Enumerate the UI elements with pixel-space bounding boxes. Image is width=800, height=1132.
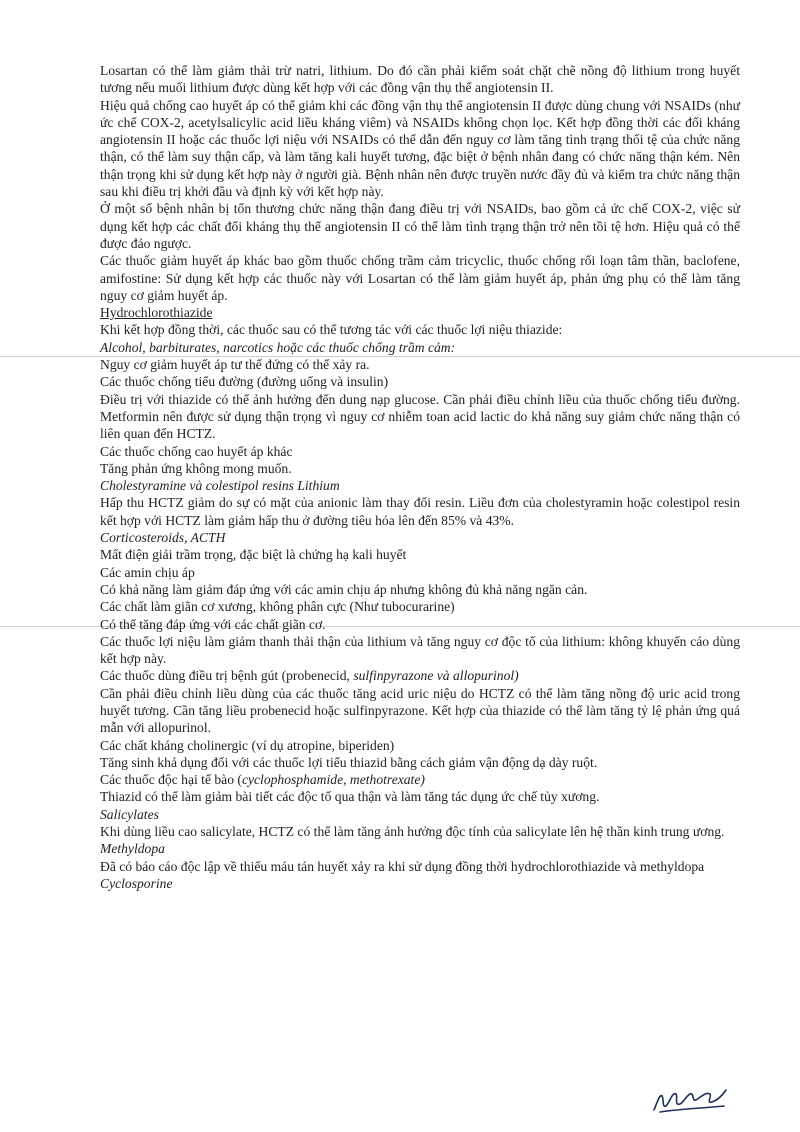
paragraph-adverse: Tăng phản ứng không mong muốn. [100, 460, 292, 476]
subheading-pressor-amines: Các amin chịu áp [100, 564, 195, 580]
subheading-cytotoxic [100, 771, 740, 788]
paragraph-pressor-response: Có khả năng làm giảm đáp ứng với các amin chịu áp nhưng không đủ khả năng ngăn cản. [100, 581, 588, 597]
subheading-corticosteroids: Corticosteroids, ACTH [100, 530, 226, 546]
paragraph-electrolytes: Mất điện giải trầm trọng, đặc biệt là chứng hạ kali huyết [100, 547, 407, 563]
paragraph-lithium: Losartan có thể làm giảm thải trừ natri, lithium. Do đó cần phải kiểm soát chặt chẽ nồng độ lithium trong huyết tương nếu muối lithium được dùng kết hợp với các đồng vận thụ thể angiotensin II. [100, 63, 740, 96]
subheading-alcohol: Alcohol, barbiturates, narcotics hoặc các thuốc chống trầm cảm: [100, 339, 456, 355]
paragraph-other-antihypertensives: Các thuốc giảm huyết áp khác bao gồm thuốc chống trầm cảm tricyclic, thuốc chống rối loạn tâm thần, baclofene, amifostine: Sử dụng kết hợp các thuốc này với Losartan có thể làm giảm huyết áp, phản ứng phụ có thể làm tăng nguy cơ giảm huyết áp. [100, 253, 740, 303]
subheading-resins: Cholestyramine và colestipol resins Lithium [100, 478, 340, 494]
handwritten-initials [650, 1082, 730, 1118]
paragraph-intro: Khi kết hợp đồng thời, các thuốc sau có thể tương tác với các thuốc lợi niệu thiazide: [100, 322, 563, 338]
paragraph-uric-acid: Cần phải điều chỉnh liều dùng của các thuốc tăng acid uric niệu do HCTZ có thể làm tăng nồng độ uric acid trong huyết tương. Cần tăng liều probenecid hoặc sulfinpyrazone. Kết hợp của thiazide có thể làm tăng tỷ lệ phản ứng quá mẫn với allopurinol. [100, 685, 740, 736]
paragraph-orthostatic: Nguy cơ giảm huyết áp tư thế đứng có thể xảy ra. [100, 357, 370, 373]
gout-text: Các thuốc dùng điều trị bệnh gút (probenecid, [100, 668, 354, 684]
paragraph-bone-marrow: Thiazid có thể làm giảm bài tiết các độc tố qua thận và làm tăng tác dụng ức chế tủy xương. [100, 789, 600, 805]
subheading-cyclosporine: Cyclosporine [100, 875, 173, 891]
paragraph-glucose: Điều trị với thiazide có thể ảnh hưởng đến dung nạp glucose. Cần phải điều chỉnh liều của thuốc chống tiểu đường. Metformin nên được sử dụng thận trọng vì nguy cơ nhiễm toan acid lactic do khả năng suy giảm chức năng thận có liên quan đến HCTZ. [100, 391, 740, 442]
paragraph-relaxant-response: Có thể tăng đáp ứng với các chất giãn cơ. [100, 616, 326, 632]
paragraph-salicylate-toxicity: Khi dùng liều cao salicylate, HCTZ có thể làm tăng ảnh hưởng độc tính của salicylate lên hệ thần kinh trung ương. [100, 824, 725, 840]
document-body [100, 62, 740, 892]
subheading-gout [100, 667, 740, 684]
cytotoxic-text-italic: cyclophosphamide, methotrexate) [241, 772, 425, 788]
subheading-antidiabetics: Các thuốc chống tiểu đường (đường uống và insulin) [100, 374, 389, 390]
paragraph-renal-impairment: Ở một số bệnh nhân bị tổn thương chức năng thận đang điều trị với NSAIDs, bao gồm cả ức chế COX-2, việc sử dụng kết hợp các chất đối kháng thụ thể angiotensin II có thể làm tình trạng thận trở nên tồi tệ hơn. Hiệu quả có thể được đảo ngược. [100, 201, 740, 251]
subheading-methyldopa: Methyldopa [100, 841, 165, 857]
paragraph-nsaids-effect: Hiệu quả chống cao huyết áp có thể giảm khi các đồng vận thụ thể angiotensin II được dùng chung với NSAIDs (như ức chế COX-2, acetylsalicylic acid liều kháng viêm) và NSAIDs không chọn lọc. Kết hợp đồng thời các đối kháng angiotensin II hoặc các thuốc lợi niệu với NSAIDs có thể dẫn đến nguy cơ làm tăng tình trạng thối tệ của chức năng thận, có thể làm suy thận cấp, và làm tăng kali huyết tương, đặc biệt ở bệnh nhân đang có chức năng thận kém. Nên thận trọng khi sử dụng kết hợp này ở người già. Bệnh nhân nên được truyền nước đầy đủ và kiểm tra chức năng thận sau khi điều trị khởi đầu và định kỳ với kết hợp này. [100, 97, 740, 200]
subheading-other-antihypertensives: Các thuốc chống cao huyết áp khác [100, 443, 293, 459]
paragraph-hemolytic-anemia: Đã có báo cáo độc lập về thiếu máu tán huyết xảy ra khi sử dụng đồng thời hydrochlorothiazide và methyldopa [100, 858, 705, 874]
subheading-muscle-relaxants: Các chất làm giãn cơ xương, không phân cực (Như tubocurarine) [100, 599, 455, 615]
paragraph-bioavailability: Tăng sinh khả dụng đối với các thuốc lợi tiểu thiazid bằng cách giảm vận động dạ dày ruột. [100, 754, 598, 770]
section-heading-hctz: Hydrochlorothiazide [100, 305, 213, 321]
subheading-anticholinergic: Các chất kháng cholinergic (ví dụ atropine, biperiden) [100, 737, 395, 753]
paragraph-lithium-clearance: Các thuốc lợi niệu làm giảm thanh thải thận của lithium và tăng nguy cơ độc tố của lithium: không khuyến cáo dùng kết hợp này. [100, 633, 740, 667]
gout-text-italic: sulfinpyrazone và allopurinol) [353, 668, 519, 684]
subheading-salicylates: Salicylates [100, 806, 159, 822]
cytotoxic-text: Các thuốc độc hại tế bào ( [100, 772, 242, 788]
paragraph-absorption: Hấp thu HCTZ giảm do sự có mặt của anionic làm thay đổi resin. Liều đơn của cholestyramin hoặc colestipol resin kết hợp với HCTZ làm giảm hấp thu ở đường tiêu hóa lên đến 85% và 43%. [100, 495, 740, 528]
